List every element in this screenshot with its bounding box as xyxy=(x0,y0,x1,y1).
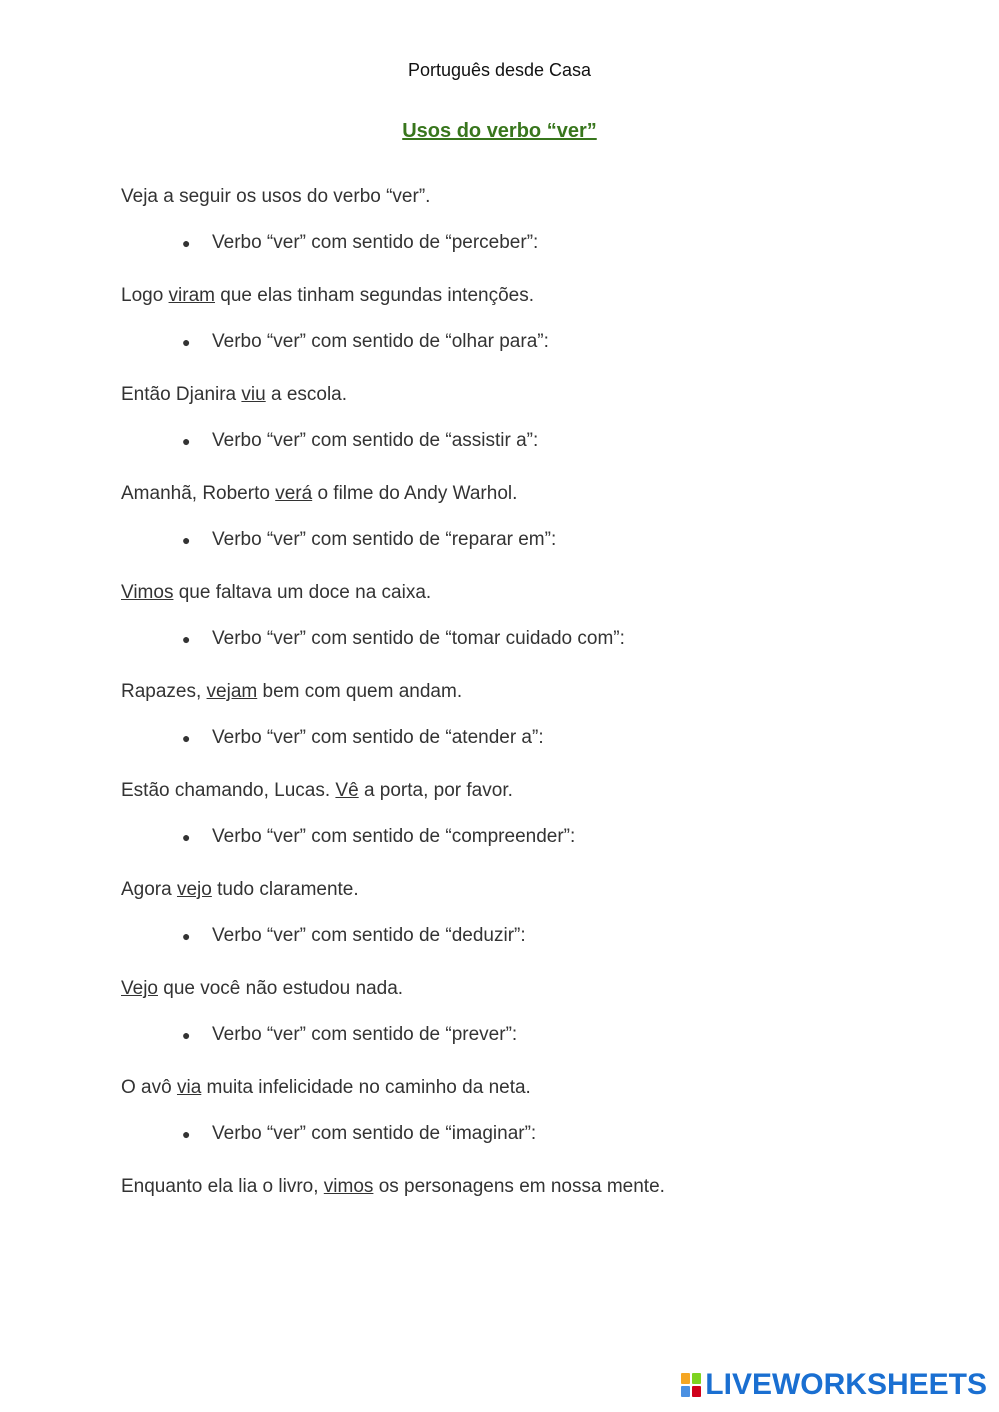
example-post: bem com quem andam. xyxy=(257,681,463,702)
usage-block xyxy=(121,426,881,525)
usage-bullet xyxy=(121,822,881,852)
bullet-icon: ● xyxy=(182,730,191,746)
example-post: que faltava um doce na caixa. xyxy=(173,582,432,603)
usage-label: Verbo “ver” com sentido de “assistir a”: xyxy=(212,430,539,451)
example-post: que você não estudou nada. xyxy=(157,978,404,999)
verb-highlight: Vê xyxy=(335,780,359,801)
bullet-icon: ● xyxy=(182,433,191,449)
bullet-icon: ● xyxy=(182,1027,191,1043)
bullet-icon: ● xyxy=(182,928,191,944)
bullet-icon: ● xyxy=(182,829,191,845)
example-pre: Então Djanira xyxy=(121,384,242,405)
example-post: tudo claramente. xyxy=(211,879,359,900)
usage-bullet xyxy=(121,723,881,753)
usage-label: Verbo “ver” com sentido de “compreender”: xyxy=(212,826,576,847)
usage-label: Verbo “ver” com sentido de “prever”: xyxy=(212,1024,518,1045)
bullet-icon: ● xyxy=(182,532,191,548)
usage-block xyxy=(121,327,881,426)
liveworksheets-logo-icon xyxy=(681,1373,701,1397)
usage-label: Verbo “ver” com sentido de “olhar para”: xyxy=(212,331,549,352)
example-post: muita infelicidade no caminho da neta. xyxy=(201,1077,531,1098)
usage-label: Verbo “ver” com sentido de “perceber”: xyxy=(212,232,539,253)
bullet-icon: ● xyxy=(182,334,191,350)
document-body xyxy=(121,182,881,1218)
usage-bullet xyxy=(121,525,881,555)
logo-square-3 xyxy=(681,1386,690,1397)
usage-block xyxy=(121,228,881,327)
usage-block xyxy=(121,723,881,822)
example-sentence xyxy=(121,281,881,311)
verb-highlight: verá xyxy=(275,483,313,504)
example-pre: Amanhã, Roberto xyxy=(121,483,276,504)
logo-square-2 xyxy=(692,1373,701,1384)
usage-block xyxy=(121,1020,881,1119)
bullet-icon: ● xyxy=(182,631,191,647)
verb-highlight: via xyxy=(176,1077,202,1098)
example-post: o filme do Andy Warhol. xyxy=(312,483,518,504)
example-sentence xyxy=(121,677,881,707)
usage-bullet xyxy=(121,228,881,258)
verb-highlight: vejo xyxy=(176,879,212,900)
usage-label: Verbo “ver” com sentido de “tomar cuidado com”: xyxy=(212,628,625,649)
example-pre: Agora xyxy=(121,879,177,900)
liveworksheets-logo[interactable] xyxy=(681,1368,987,1402)
example-pre: Rapazes, xyxy=(121,681,207,702)
usage-bullet xyxy=(121,1020,881,1050)
usage-label: Verbo “ver” com sentido de “deduzir”: xyxy=(212,925,526,946)
usage-block xyxy=(121,624,881,723)
example-sentence xyxy=(121,1172,881,1202)
example-sentence xyxy=(121,875,881,905)
example-sentence xyxy=(121,578,881,608)
usage-bullet xyxy=(121,921,881,951)
logo-square-1 xyxy=(681,1373,690,1384)
example-sentence xyxy=(121,380,881,410)
example-post: os personagens em nossa mente. xyxy=(373,1176,665,1197)
page-header: Português desde Casa xyxy=(407,60,592,80)
usage-block xyxy=(121,822,881,921)
usage-bullet xyxy=(121,624,881,654)
example-pre: O avô xyxy=(121,1077,177,1098)
usage-block xyxy=(121,921,881,1020)
verb-highlight: vejam xyxy=(206,681,258,702)
verb-highlight: Vejo xyxy=(121,978,158,999)
example-pre: Logo xyxy=(121,285,169,306)
verb-highlight: Vimos xyxy=(121,582,174,603)
usage-label: Verbo “ver” com sentido de “imaginar”: xyxy=(212,1123,537,1144)
example-sentence xyxy=(121,974,881,1004)
verb-highlight: viram xyxy=(168,285,215,306)
example-post: que elas tinham segundas intenções. xyxy=(215,285,534,306)
example-sentence xyxy=(121,1073,881,1103)
intro-text: Veja a seguir os usos do verbo “ver”. xyxy=(121,186,431,207)
bullet-icon: ● xyxy=(182,1126,191,1142)
logo-text: LIVEWORKSHEETS xyxy=(705,1368,987,1401)
verb-highlight: viu xyxy=(241,384,266,405)
example-pre: Estão chamando, Lucas. xyxy=(121,780,336,801)
example-post: a porta, por favor. xyxy=(358,780,513,801)
usage-label: Verbo “ver” com sentido de “reparar em”: xyxy=(212,529,557,550)
bullet-icon: ● xyxy=(182,235,191,251)
verb-highlight: vimos xyxy=(323,1176,374,1197)
usage-block xyxy=(121,1119,881,1218)
usage-bullet xyxy=(121,1119,881,1149)
usage-bullet xyxy=(121,327,881,357)
usage-block xyxy=(121,525,881,624)
example-sentence xyxy=(121,776,881,806)
usage-label: Verbo “ver” com sentido de “atender a”: xyxy=(212,727,544,748)
logo-square-4 xyxy=(692,1386,701,1397)
example-pre: Enquanto ela lia o livro, xyxy=(121,1176,324,1197)
example-post: a escola. xyxy=(265,384,348,405)
usage-bullet xyxy=(121,426,881,456)
example-sentence xyxy=(121,479,881,509)
page-title: Usos do verbo “ver” xyxy=(402,120,597,142)
